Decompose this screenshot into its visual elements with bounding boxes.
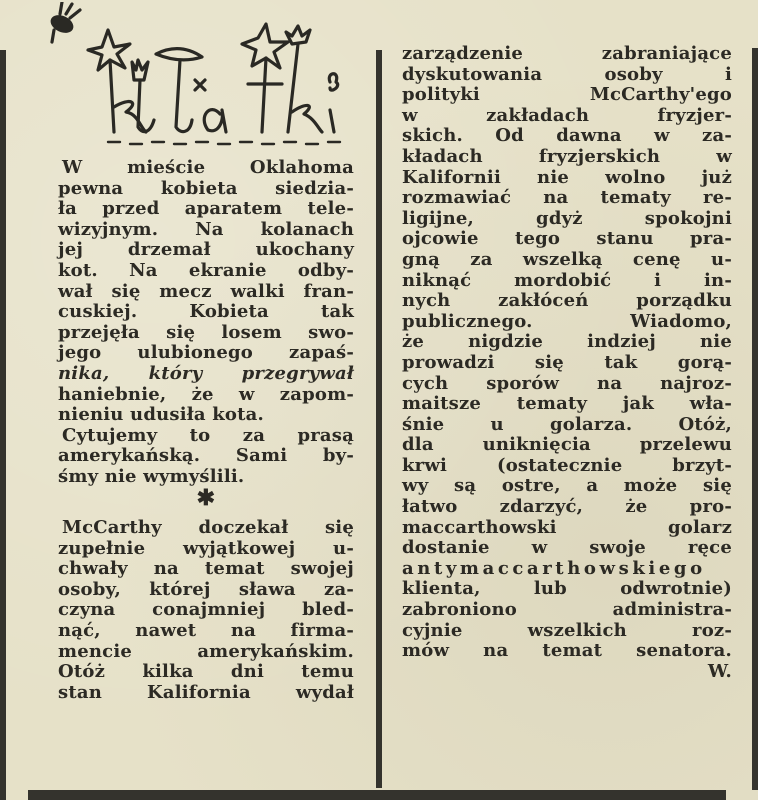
- text-line: McCarthy doczekał się: [62, 517, 354, 539]
- text-line: ła przed aparatem tele-: [58, 198, 354, 220]
- text-line: polityki McCarthy'ego: [402, 84, 732, 106]
- text-line: maccarthowski golarz: [402, 516, 732, 538]
- text-line: nika, który przegrywał: [58, 362, 354, 384]
- insect-icon: [48, 2, 80, 42]
- text-line: nąć, nawet na firma-: [58, 620, 354, 642]
- text-line: ojcowie tego stanu pra-: [402, 228, 732, 250]
- text-line: w zakładach fryzjer-: [402, 104, 732, 126]
- text-line: dostanie w swoje ręce: [402, 537, 732, 559]
- text-line: mencie amerykańskim.: [58, 640, 354, 662]
- text-line: łatwo zdarzyć, że pro-: [402, 496, 732, 518]
- text-line: stan Kalifornia wydał: [58, 681, 354, 703]
- text-line: nieniu udusiła kota.: [58, 404, 264, 426]
- text-line: wizyjnym. Na kolanach: [58, 218, 354, 240]
- text-line: maitsze tematy jak wła-: [402, 393, 732, 415]
- text-line: zarządzenie zabraniające: [402, 43, 732, 64]
- author-signature: W.: [707, 660, 732, 682]
- text-line: Otóż kilka dni temu: [58, 661, 354, 683]
- left-article-column: [58, 158, 354, 703]
- text-line: prowadzi się tak gorą-: [402, 351, 732, 373]
- text-line: skich. Od dawna w za-: [402, 125, 732, 147]
- text-line: jej drzemał ukochany: [58, 239, 354, 261]
- text-line: haniebnie, że w zapom-: [58, 383, 354, 405]
- text-line: gną za wszelką cenę u-: [402, 248, 732, 270]
- text-line: śmy nie wymyślili.: [58, 465, 245, 487]
- text-line: rozmawiać na tematy re-: [402, 187, 732, 209]
- text-line: śnie u golarza. Otóż,: [402, 413, 732, 435]
- text-line: antymaccarthowskiego: [402, 557, 706, 579]
- text-line: krwi (ostatecznie brzyt-: [402, 454, 732, 476]
- text-line: wał się mecz walki fran-: [58, 280, 354, 302]
- text-line: W mieście Oklahoma: [62, 157, 354, 178]
- bottom-border-rule: [28, 790, 726, 800]
- text-line: jego ulubionego zapaś-: [58, 342, 354, 364]
- text-line: klienta, lub odwrotnie): [402, 578, 732, 600]
- text-line: kot. Na ekranie odby-: [58, 259, 354, 281]
- text-line: że nigdzie indziej nie: [402, 331, 732, 353]
- text-line: pewna kobieta siedzia-: [58, 177, 354, 199]
- text-line: ligijne, gdyż spokojni: [402, 207, 732, 229]
- text-line: cyjnie wszelkich roz-: [402, 619, 732, 641]
- text-line: niknąć mordobić i in-: [402, 269, 732, 291]
- text-line: amerykańską. Sami by-: [58, 445, 354, 467]
- text-line: przejęła się losem swo-: [58, 321, 354, 343]
- text-line: Kalifornii nie wolno już: [402, 166, 732, 188]
- text-line: wy są ostre, a może się: [402, 475, 732, 497]
- text-line: publicznego. Wiadomo,: [402, 310, 732, 332]
- column-divider-rule: [376, 50, 382, 788]
- text-line: osoby, której sława za-: [58, 578, 354, 600]
- text-line: dla uniknięcia przelewu: [402, 434, 732, 456]
- left-border-rule: [0, 50, 6, 800]
- text-line: Cytujemy to za prasą: [62, 424, 354, 446]
- section-separator-asterisk-icon: ✱: [196, 484, 216, 511]
- text-line: chwały na temat swojej: [58, 558, 354, 580]
- text-line: czyna conajmniej bled-: [58, 599, 354, 621]
- text-line: zabroniono administra-: [402, 599, 732, 621]
- text-line: cuskiej. Kobieta tak: [58, 301, 354, 323]
- text-line: mów na temat senatora.: [402, 640, 732, 662]
- right-article-column: [402, 44, 732, 682]
- text-line: dyskutowania osoby i: [402, 63, 732, 85]
- text-line: kładach fryzjerskich w: [402, 145, 732, 167]
- text-line: zupełnie wyjątkowej u-: [58, 537, 354, 559]
- text-line: cych sporów na najroz-: [402, 372, 732, 394]
- right-border-rule: [752, 48, 758, 790]
- kwiatki-heading-illustration: [30, 2, 350, 152]
- text-line: nych zakłóceń porządku: [402, 290, 732, 312]
- flowers-lettering-icon: [30, 2, 350, 152]
